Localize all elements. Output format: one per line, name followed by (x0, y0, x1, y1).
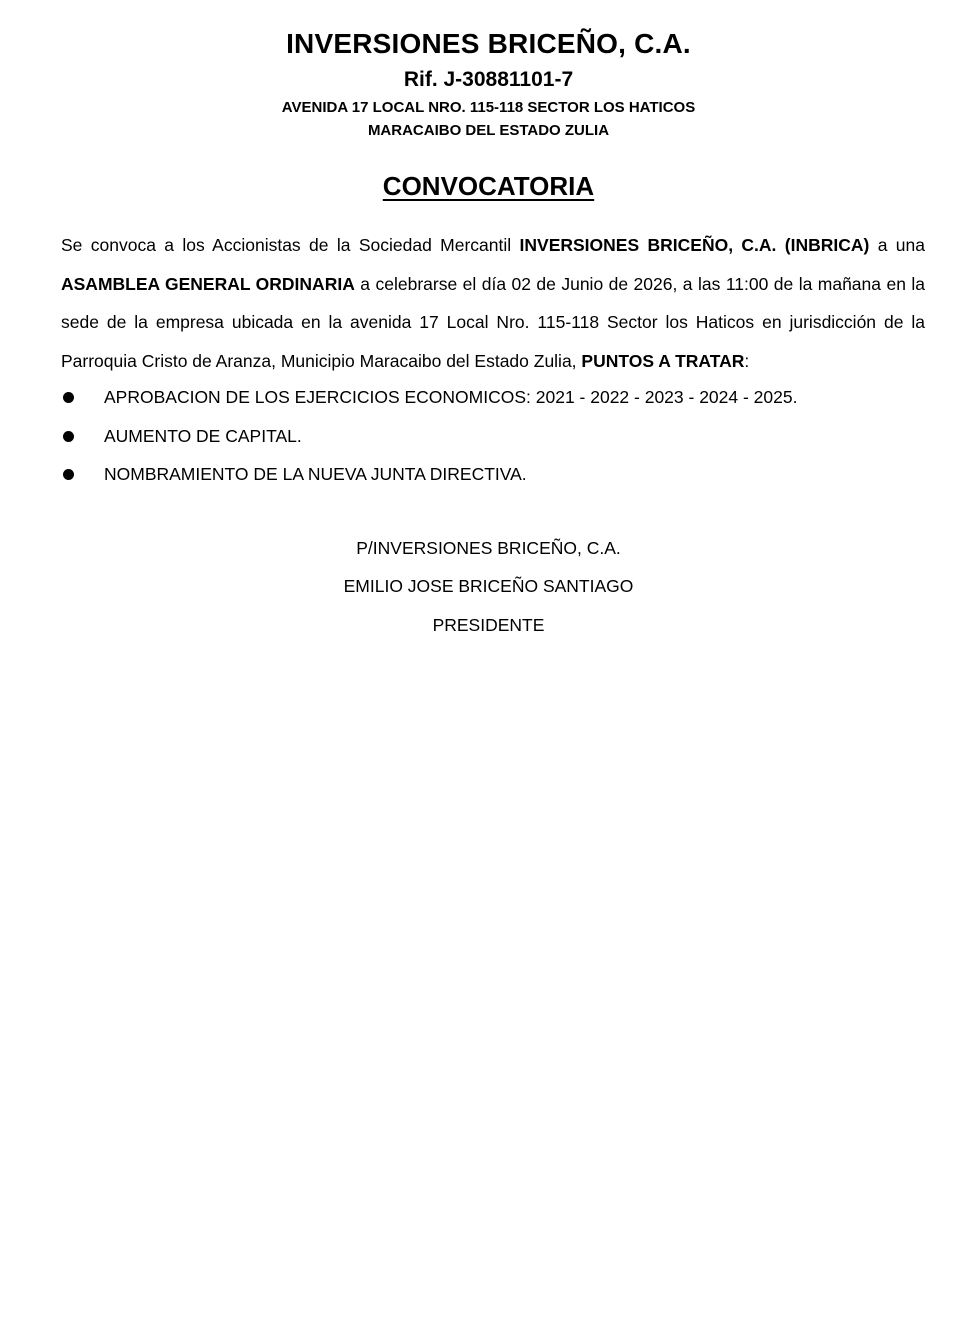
agenda-item (61, 417, 797, 456)
heading-text: CONVOCATORIA (382, 171, 595, 201)
company-address-line-1: AVENIDA 17 LOCAL NRO. 115-118 SECTOR LOS HATICOS (281, 99, 696, 116)
agenda-item-text: APROBACION DE LOS EJERCICIOS ECONOMICOS: 2021 - 2022 - 2023 - 2024 - 2025. (104, 387, 798, 407)
convocation-paragraph (61, 226, 925, 380)
body-text-1: Se convoca a los Accionistas de la Sociedad Mercantil (61, 235, 520, 255)
agenda-item-text: AUMENTO DE CAPITAL. (104, 425, 302, 446)
agenda-intro-bold: PUNTOS A TRATAR (581, 350, 745, 371)
bullet-icon (63, 469, 74, 480)
company-address-line-2: MARACAIBO DEL ESTADO ZULIA (367, 122, 610, 139)
company-name: INVERSIONES BRICEÑO, C.A. (286, 28, 691, 59)
agenda-item (61, 455, 797, 494)
agenda-item-text: NOMBRAMIENTO DE LA NUEVA JUNTA DIRECTIVA. (104, 464, 527, 484)
signature-name: EMILIO JOSE BRICEÑO SANTIAGO (343, 576, 634, 596)
body-text-3: a celebrarse el día 02 de Junio de 2026, a las 11:00 de la mañana en la sede de la empresa ubicada en la avenida 17 Local Nro. 115-118 Sector los Haticos en jurisdicción de la Parroquia Cristo de Aranza, Municipio Maracaibo del Estado Zulia, (61, 273, 926, 371)
company-rif: Rif. J-30881101-7 (403, 68, 574, 91)
body-text-4: : (744, 350, 750, 371)
signature-company: P/INVERSIONES BRICEÑO, C.A. (356, 538, 621, 558)
bullet-icon (63, 431, 74, 442)
assembly-type-bold: ASAMBLEA GENERAL ORDINARIA (61, 273, 355, 294)
agenda-list (61, 378, 797, 494)
company-name-bold: INVERSIONES BRICEÑO, C.A. (INBRICA) (519, 235, 870, 255)
body-text-2: a una (869, 235, 926, 255)
document-heading (0, 171, 977, 202)
signature-title: PRESIDENTE (432, 615, 545, 635)
bullet-icon (63, 392, 74, 403)
agenda-item (61, 378, 797, 417)
